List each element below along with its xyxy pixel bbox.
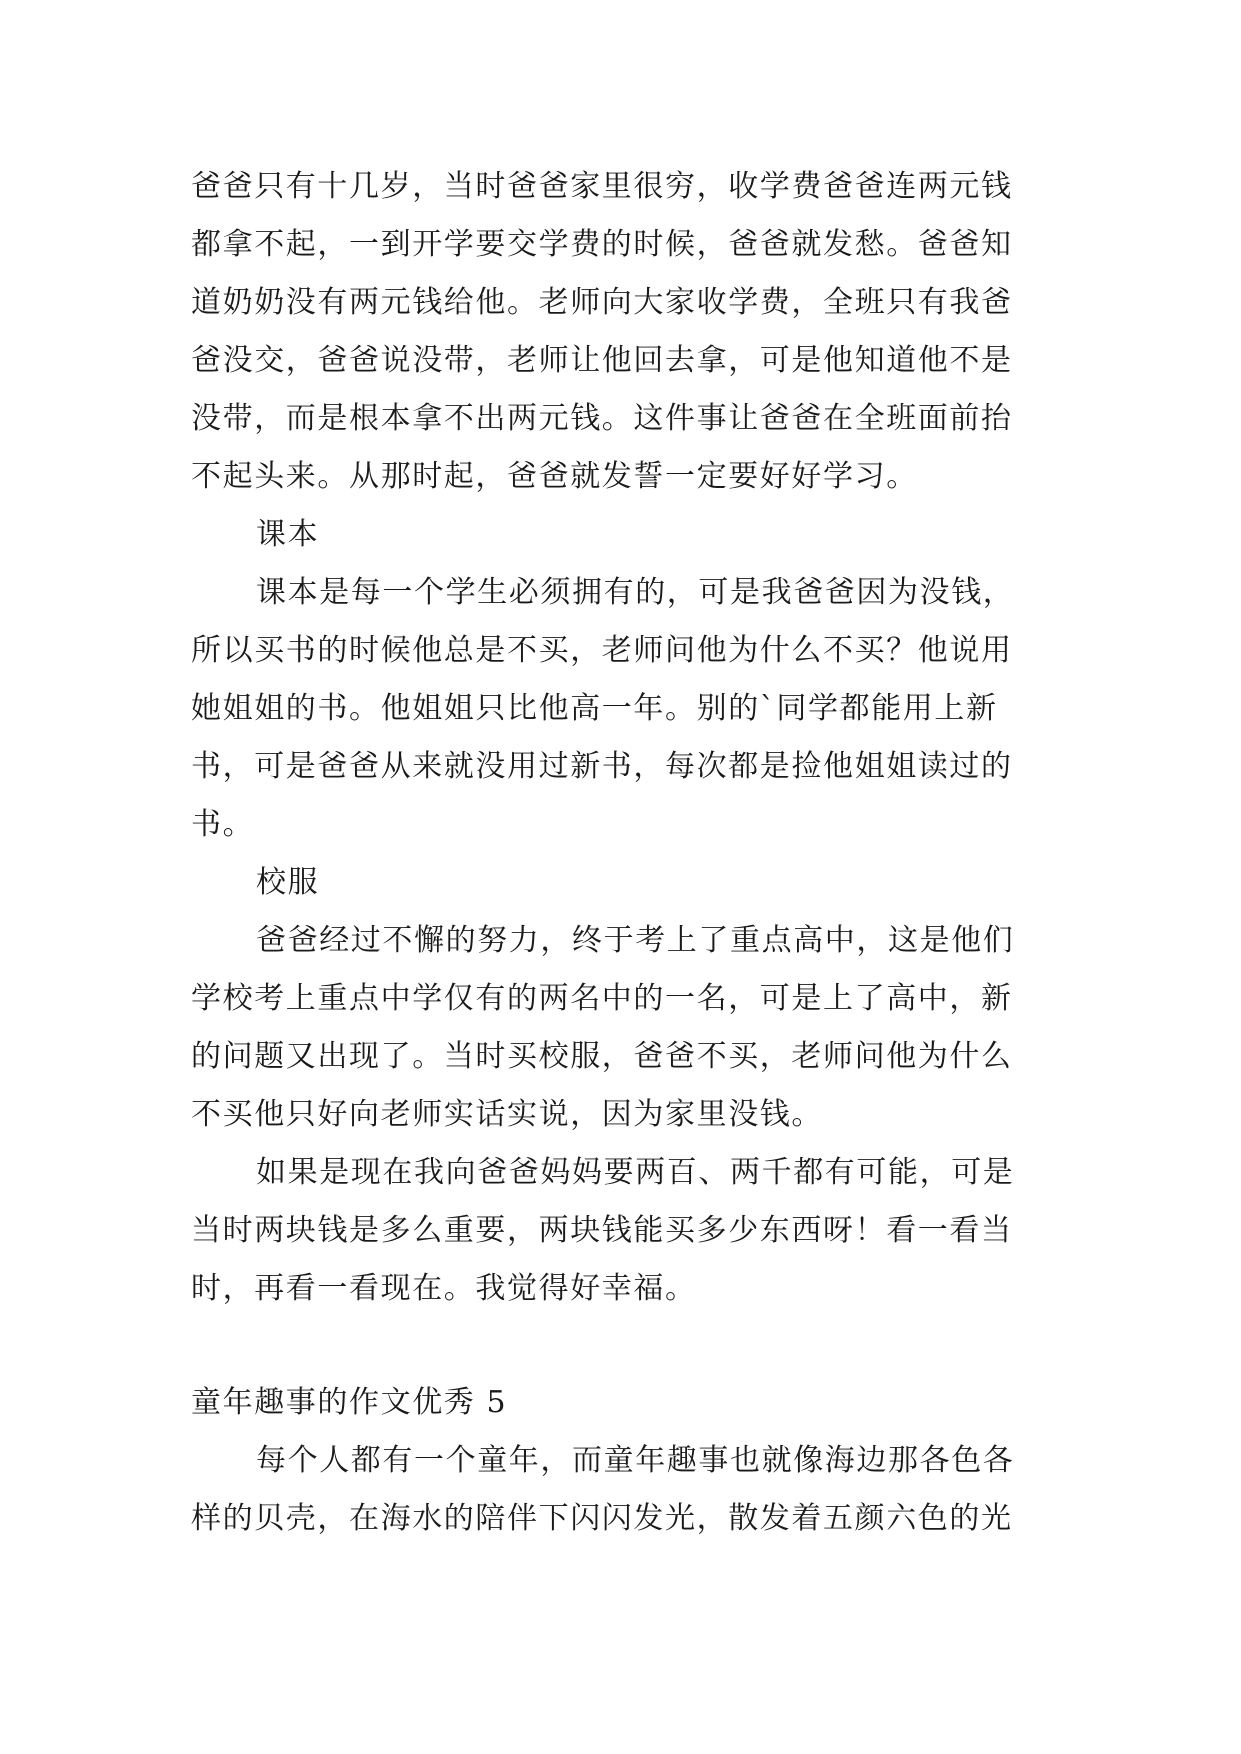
paragraph-line: 爸爸只有十几岁，当时爸爸家里很穷，收学费爸爸连两元钱: [191, 169, 1013, 204]
paragraph-line: 书，可是爸爸从来就没用过新书，每次都是捡他姐姐读过的: [191, 749, 1013, 784]
paragraph-line: 书。: [191, 807, 255, 842]
paragraph-line: 都拿不起，一到开学要交学费的时候，爸爸就发愁。爸爸知: [191, 227, 1013, 262]
section-heading: 校服: [256, 865, 320, 900]
paragraph-line: 如果是现在我向爸爸妈妈要两百、两千都有可能，可是: [256, 1155, 1015, 1190]
paragraph-line: 当时两块钱是多么重要，两块钱能买多少东西呀！看一看当: [191, 1213, 1013, 1248]
paragraph-line: 爸没交，爸爸说没带，老师让他回去拿，可是他知道他不是: [191, 343, 1013, 378]
paragraph-line: 学校考上重点中学仅有的两名中的一名，可是上了高中，新: [191, 981, 1013, 1016]
paragraph-line: 每个人都有一个童年，而童年趣事也就像海边那各色各: [256, 1443, 1015, 1478]
paragraph-line: 没带，而是根本拿不出两元钱。这件事让爸爸在全班面前抬: [191, 401, 1013, 436]
paragraph-line: 爸爸经过不懈的努力，终于考上了重点高中，这是他们: [256, 923, 1015, 958]
paragraph-line: 样的贝壳，在海水的陪伴下闪闪发光，散发着五颜六色的光: [191, 1501, 1013, 1536]
essay-title: 童年趣事的作文优秀 5: [191, 1385, 508, 1420]
paragraph-line: 所以买书的时候他总是不买，老师问他为什么不买？他说用: [191, 633, 1013, 668]
paragraph-line: 课本是每一个学生必须拥有的，可是我爸爸因为没钱，: [256, 575, 1015, 610]
paragraph-line: 不买他只好向老师实话实说，因为家里没钱。: [191, 1097, 823, 1132]
section-heading: 课本: [256, 517, 320, 552]
paragraph-line: 她姐姐的书。他姐姐只比他高一年。别的`同学都能用上新: [191, 691, 998, 726]
paragraph-line: 的问题又出现了。当时买校服，爸爸不买，老师问他为什么: [191, 1039, 1013, 1074]
paragraph-line: 道奶奶没有两元钱给他。老师向大家收学费，全班只有我爸: [191, 285, 1013, 320]
paragraph-line: 时，再看一看现在。我觉得好幸福。: [191, 1271, 697, 1306]
paragraph-line: 不起头来。从那时起，爸爸就发誓一定要好好学习。: [191, 459, 918, 494]
